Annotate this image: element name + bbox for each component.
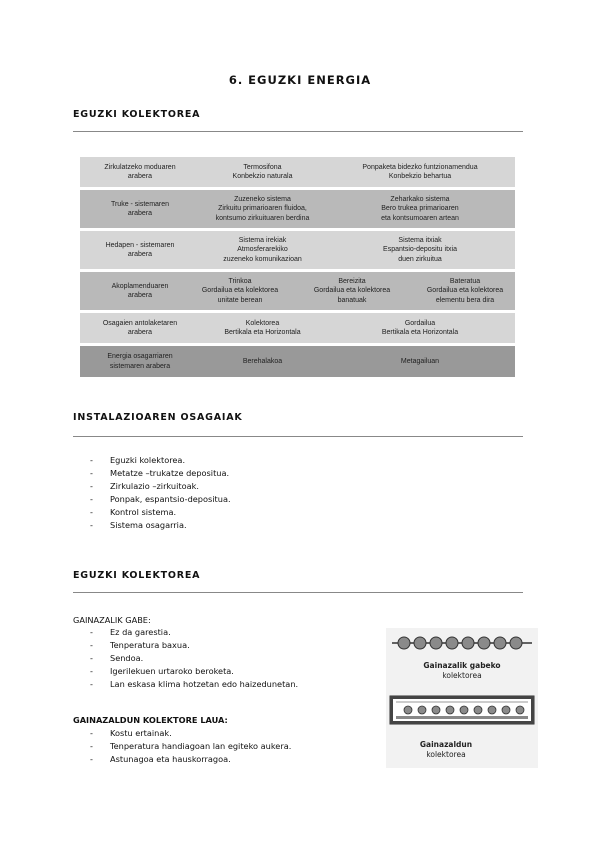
table-row (80, 157, 515, 187)
row-label: Zirkulatzeko moduaren arabera (104, 163, 176, 180)
glazed-caption: Gainazaldun kolektorea (419, 740, 473, 759)
table-cell: Termosifona Konbekzio naturala (232, 163, 293, 180)
table-row (80, 346, 515, 377)
unglazed-heading: GAINAZALIK GABE: (73, 615, 151, 625)
row-label: Akoplamenduaren arabera (111, 282, 169, 299)
section-heading-collector: EGUZKI KOLEKTOREA (73, 109, 201, 120)
list-item: - Tenperatura baxua. (90, 639, 298, 652)
list-item: - Lan eskasa klima hotzetan edo haizedunetan. (90, 678, 298, 691)
row-label: Osagaien antolaketaren arabera (102, 319, 178, 336)
list-item: - Kostu ertainak. (90, 727, 291, 740)
glazed-heading: GAINAZALDUN KOLEKTORE LAUA: (73, 715, 228, 725)
list-item: - Ponpak, espantsio-depositua. (90, 493, 231, 506)
list-item: - Kontrol sistema. (90, 506, 231, 519)
table-cell: Bereizita Gordailua eta kolektorea banatuak (313, 278, 391, 304)
table-row (80, 190, 515, 228)
table-cell: Bateratua Gordailua eta kolektorea elementu bera dira (426, 278, 504, 304)
table-cell: Metagailuan (400, 357, 440, 365)
list-item: - Igerilekuen urtaroko beroketa. (90, 665, 298, 678)
list-item: - Eguzki kolektorea. (90, 454, 231, 467)
table-cell: Berehalakoa (242, 357, 283, 365)
table-cell: Zeharkako sistema Bero trukea primarioaren eta kontsumoaren artean (381, 196, 459, 222)
list-item: - Zirkulazio –zirkuitoak. (90, 480, 231, 493)
table-cell: Sistema irekiak Atmosferarekiko zuzeneko komunikazioan (223, 237, 302, 263)
table-row (80, 231, 515, 269)
table-cell: Trinkoa Gordailua eta kolektorea unitate berean (201, 278, 279, 304)
list-item: - Sistema osagarria. (90, 519, 231, 532)
list-item: - Sendoa. (90, 652, 298, 665)
unglazed-caption: Gainazalik gabeko kolektorea (423, 661, 501, 680)
row-label: Hedapen - sistemaren arabera (105, 241, 175, 258)
list-item: - Metatze –trukatze depositua. (90, 467, 231, 480)
glazed-list (90, 727, 291, 766)
section-heading-components: INSTALAZIOAREN OSAGAIAK (73, 412, 243, 423)
section-divider (73, 592, 523, 593)
table-cell: Kolektorea Bertikala eta Horizontala (224, 319, 301, 336)
row-label: Truke - sistemaren arabera (110, 200, 170, 217)
table-cell: Zuzeneko sistema Zirkuitu primarioaren fluidoa, kontsumo zirkuituaren berdina (215, 196, 310, 222)
components-list (90, 454, 231, 532)
classification-table (80, 157, 515, 377)
page-title: 6. EGUZKI ENERGIA (228, 73, 372, 87)
table-row (80, 272, 515, 310)
section-divider (73, 436, 523, 437)
list-item: - Astunagoa eta hauskorragoa. (90, 753, 291, 766)
unglazed-list (90, 626, 298, 691)
table-cell: Sistema itxiak Espantsio-depositu itxia duen zirkuitua (383, 237, 457, 263)
section-heading-collector-types: EGUZKI KOLEKTOREA (73, 570, 201, 581)
list-item: - Ez da garestia. (90, 626, 298, 639)
table-cell: Ponpaketa bidezko funtzionamendua Konbekzio behartua (362, 163, 478, 180)
collector-diagram (386, 628, 538, 768)
list-item: - Tenperatura handiagoan lan egiteko aukera. (90, 740, 291, 753)
table-cell: Gordailua Bertikala eta Horizontala (381, 319, 459, 336)
section-divider (73, 131, 523, 132)
table-row (80, 313, 515, 343)
row-label: Energia osagarriaren sistemaren arabera (107, 353, 173, 370)
